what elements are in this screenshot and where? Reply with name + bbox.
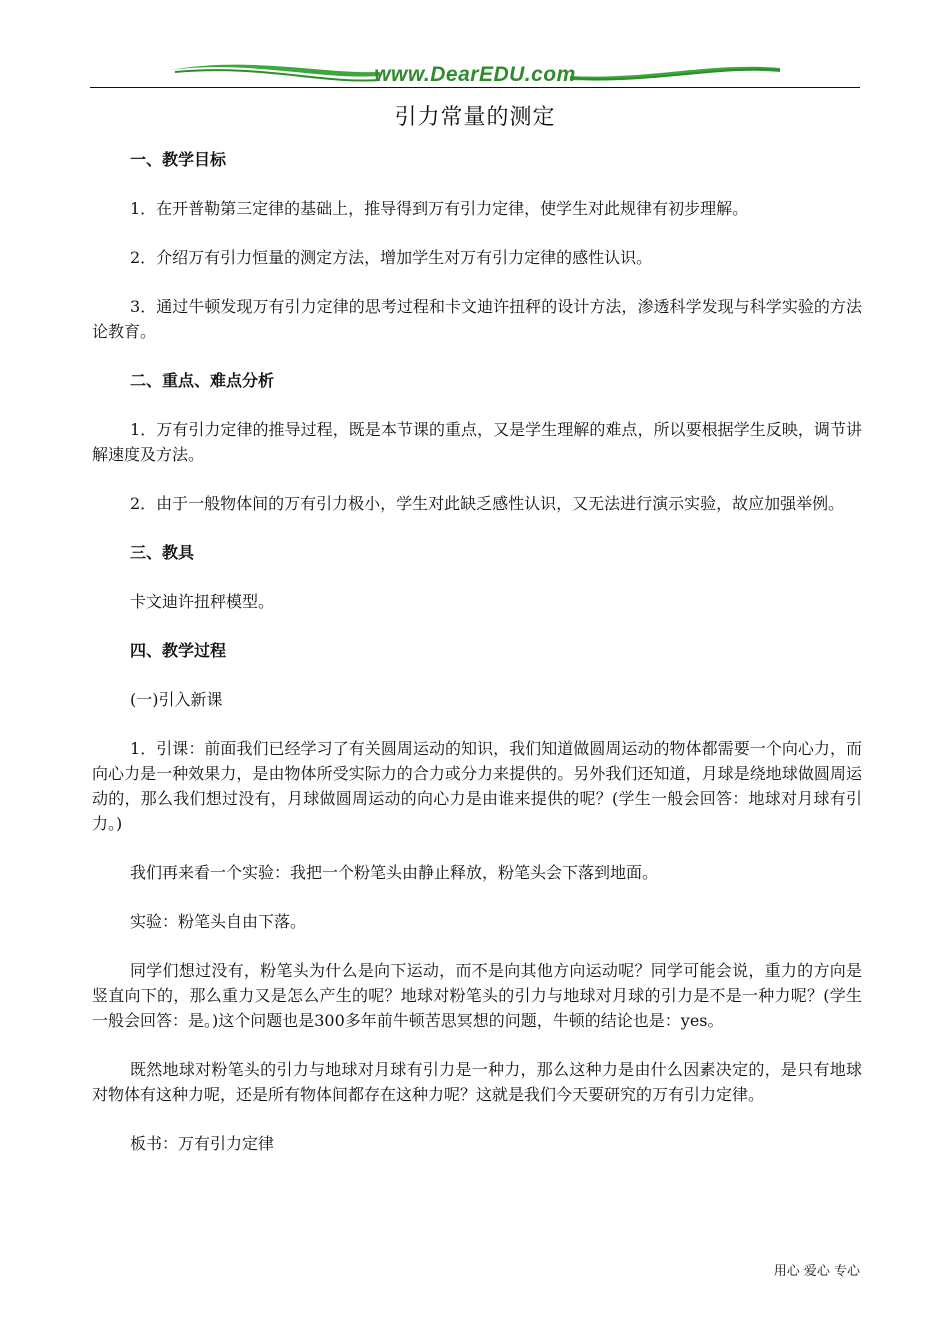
paragraph: 板书：万有引力定律 (130, 1134, 275, 1153)
section-heading: 四、教学过程 (130, 641, 227, 660)
page-header (90, 58, 860, 90)
paragraph: 2．介绍万有引力恒量的测定方法，增加学生对万有引力定律的感性认识。 (130, 248, 653, 267)
paragraph: 既然地球对粉笔头的引力与地球对月球有引力是一种力，那么这种力是由什么因素决定的，是只有地球对物体有这种力呢，还是所有物体间都存在这种力呢？这就是我们今天要研究的万有引力定律。 (92, 1060, 862, 1104)
paragraph: 1．万有引力定律的推导过程，既是本节课的重点，又是学生理解的难点，所以要根据学生反映，调节讲解速度及方法。 (92, 420, 862, 464)
section-heading: 三、教具 (130, 543, 195, 562)
paragraph: 卡文迪许扭秤模型。 (130, 592, 275, 611)
section-heading: 二、重点、难点分析 (130, 371, 275, 390)
paragraph: 1．在开普勒第三定律的基础上，推导得到万有引力定律，使学生对此规律有初步理解。 (130, 199, 749, 218)
page-title: 引力常量的测定 (394, 105, 556, 130)
subsection-heading: (一)引入新课 (130, 690, 223, 709)
paragraph: 实验：粉笔头自由下落。 (130, 912, 307, 931)
paragraph: 我们再来看一个实验：我把一个粉笔头由静止释放，粉笔头会下落到地面。 (130, 863, 659, 882)
document-body (92, 147, 862, 1156)
paragraph: 1．引课：前面我们已经学习了有关圆周运动的知识，我们知道做圆周运动的物体都需要一个向心力，而向心力是一种效果力，是由物体所受实际力的合力或分力来提供的。另外我们还知道，月球是绕地球做圆周运动的，那么我们想过没有，月球做圆周运动的向心力是由谁来提供的呢？(学生一般会回答：地球对月球有引力。) (92, 739, 862, 833)
paragraph: 同学们想过没有，粉笔头为什么是向下运动，而不是向其他方向运动呢？同学可能会说，重力的方向是竖直向下的，那么重力又是怎么产生的呢？地球对粉笔头的引力与地球对月球的引力是不是一种力呢？(学生一般会回答：是。)这个问题也是300多年前牛顿苦思冥想的问题，牛顿的结论也是：yes。 (92, 961, 862, 1030)
paragraph: 2．由于一般物体间的万有引力极小，学生对此缺乏感性认识，又无法进行演示实验，故应加强举例。 (130, 494, 845, 513)
site-logo: www.DearEDU.com (374, 63, 576, 86)
page-footer: 用心 爱心 专心 (773, 1264, 860, 1279)
section-heading: 一、教学目标 (130, 150, 227, 169)
paragraph: 3．通过牛顿发现万有引力定律的思考过程和卡文迪许扭秤的设计方法，渗透科学发现与科学实验的方法论教育。 (92, 297, 862, 341)
header-rule (90, 87, 860, 88)
